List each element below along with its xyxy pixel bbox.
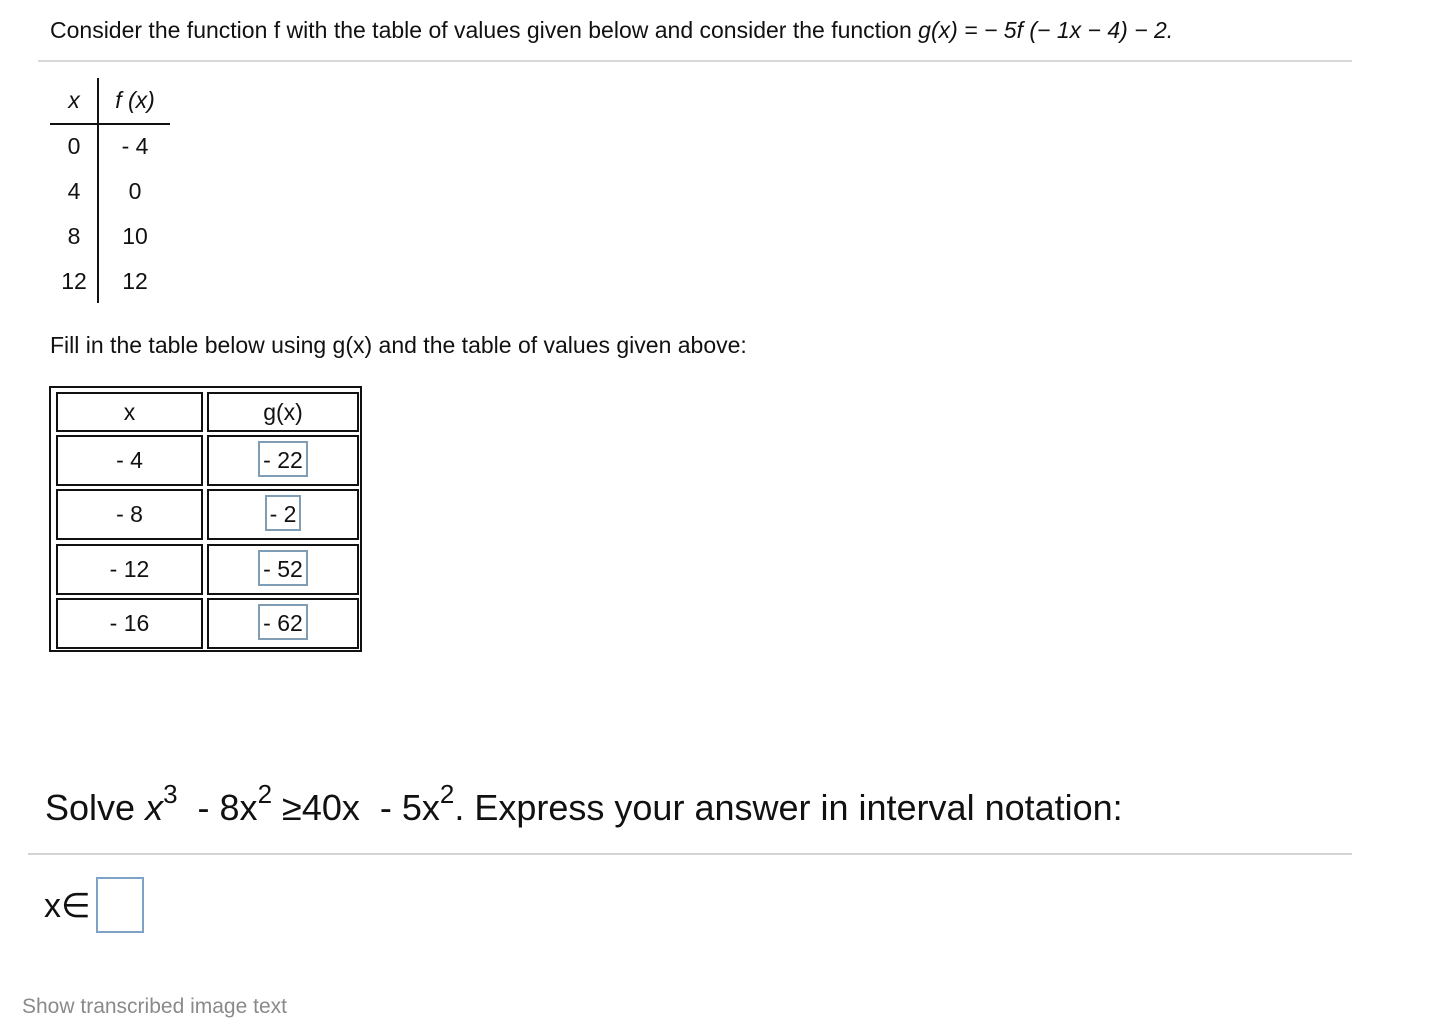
term-5x-squared-base: - 5x bbox=[379, 787, 440, 828]
g-table-answer-cell bbox=[207, 489, 359, 540]
f-table-header-x: x bbox=[68, 87, 80, 113]
problem2-prompt bbox=[45, 779, 1123, 834]
g-table-answer-cell bbox=[207, 435, 359, 486]
term-8x-squared-base: - 8x bbox=[197, 787, 258, 828]
function-definition: g(x) = − 5f (− 1x − 4) − 2. bbox=[918, 17, 1174, 43]
show-transcribed-link[interactable]: Show transcribed image text bbox=[22, 995, 287, 1018]
section-divider bbox=[38, 60, 1352, 62]
f-table-fx-cell: - 4 bbox=[121, 133, 149, 159]
term-x-cubed-exponent: 3 bbox=[163, 779, 178, 809]
problem1-prompt bbox=[50, 14, 1173, 46]
term-x-cubed-base: x bbox=[145, 787, 164, 828]
g-values-table bbox=[49, 386, 362, 652]
g-table-header-x: x bbox=[56, 392, 203, 432]
solve-word: Solve bbox=[45, 787, 146, 828]
f-table-fx-cell: 10 bbox=[122, 223, 148, 249]
g-table-header-gx: g(x) bbox=[207, 392, 359, 432]
g-table-x-cell: - 16 bbox=[56, 598, 203, 649]
problem2-instruction: . Express your answer in interval notation: bbox=[454, 787, 1123, 828]
g-table-answer-cell bbox=[207, 544, 359, 595]
g-table-x-cell: - 4 bbox=[56, 435, 203, 486]
g-table-x-cell: - 12 bbox=[56, 544, 203, 595]
fill-table-instructions: Fill in the table below using g(x) and the table of values given above: bbox=[50, 332, 747, 358]
section-divider bbox=[28, 853, 1352, 855]
g-answer-field[interactable]: - 62 bbox=[258, 604, 308, 640]
g-answer-field[interactable]: - 2 bbox=[265, 495, 302, 531]
g-answer-field[interactable]: - 22 bbox=[258, 441, 308, 477]
f-table-x-cell: 0 bbox=[67, 133, 81, 159]
interval-answer-label: x∈ bbox=[44, 887, 91, 925]
g-table-x-cell: - 8 bbox=[56, 489, 203, 540]
g-answer-field[interactable]: - 52 bbox=[258, 550, 308, 586]
term-8x-squared-exponent: 2 bbox=[257, 779, 273, 809]
interval-answer-input[interactable] bbox=[96, 877, 144, 933]
relation-symbol: ≥ bbox=[282, 787, 302, 828]
f-table-fx-cell: 12 bbox=[122, 268, 148, 294]
f-table-x-cell: 8 bbox=[67, 223, 81, 249]
f-table-x-cell: 4 bbox=[67, 178, 81, 204]
f-table-fx-cell: 0 bbox=[128, 178, 142, 204]
term-40x: 40x bbox=[301, 787, 360, 828]
term-5x-squared-exponent: 2 bbox=[439, 779, 455, 809]
f-table-header-fx: f (x) bbox=[115, 87, 155, 113]
g-table-answer-cell bbox=[207, 598, 359, 649]
problem1-prompt-text: Consider the function f with the table of values given below and consider the function bbox=[50, 17, 919, 43]
f-table-x-cell: 12 bbox=[61, 268, 87, 294]
